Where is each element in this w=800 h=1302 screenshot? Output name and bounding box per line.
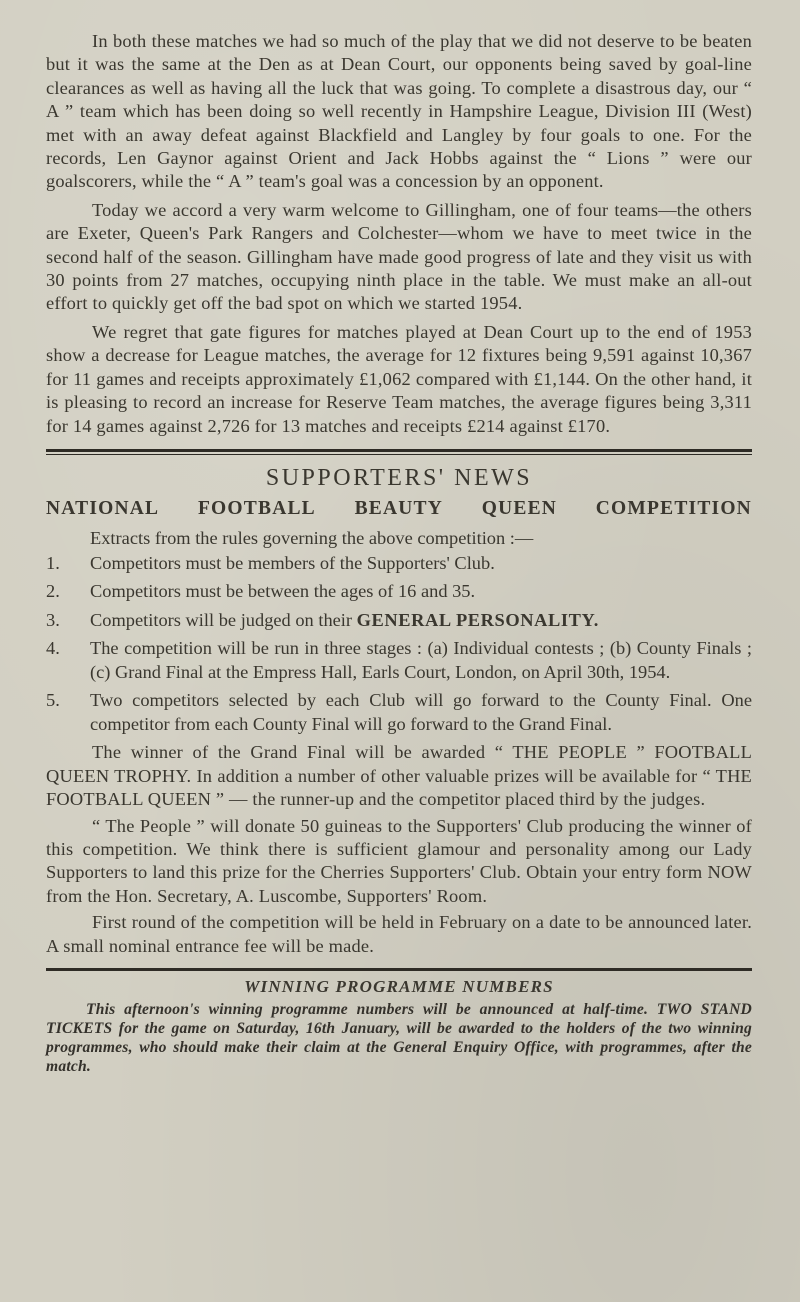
- winning-text: This afternoon's winning programme numbers will be announced at half-time. TWO STAND TICKETS for the game on Saturday, 16th January, will be awarded to the holders of the two winning programmes, who should make their claim at the General Enquiry Office, with programmes, after the match.: [46, 1001, 752, 1076]
- rule-item: [46, 637, 752, 684]
- paragraph-gillingham-welcome: Today we accord a very warm welcome to Gillingham, one of four teams—the others are Exeter, Queen's Park Rangers and Colchester—whom we have to meet twice in the second half of the season. Gillingham have made good progress of late and they visit us with 30 points from 27 matches, occupying ninth place in the table. We must make an all-out effort to quickly get off the bad spot on which we started 1954.: [46, 199, 752, 314]
- section-divider: [46, 968, 752, 971]
- rules-intro: Extracts from the rules governing the above competition :—: [90, 527, 534, 548]
- rules-list: [46, 552, 752, 737]
- rule-text: Competitors must be between the ages of 16 and 35.: [90, 581, 476, 602]
- rule-number: 3.: [46, 609, 60, 630]
- paragraph-donation: “ The People ” will donate 50 guineas to the Supporters' Club producing the winner of this competition. We think there is sufficient glamour and personality among our Lady Supporters to land this prize for the Cherries Supporters' Club. Obtain your entry form NOW from the Hon. Secretary, A. Luscombe, Supporters' Room.: [46, 815, 752, 906]
- rule-text: Competitors will be judged on their: [90, 609, 353, 630]
- winning-title: WINNING PROGRAMME NUMBERS: [244, 977, 554, 997]
- club-notes: [46, 30, 752, 438]
- competition-title-word: FOOTBALL: [197, 497, 316, 519]
- rule-item: [46, 609, 752, 633]
- paragraph-gate-figures: We regret that gate figures for matches played at Dean Court up to the end of 1953 show a decrease for League matches, the average for 12 fixtures being 9,591 against 10,367 for 11 games and receipts approximately £1,062 compared with £1,144. On the other hand, it is pleasing to record an increase for Reserve Team matches, the average figures being 3,311 for 14 games against 2,726 for 13 matches and receipts £214 against £170.: [46, 321, 752, 436]
- paragraph-trophy: The winner of the Grand Final will be awarded “ THE PEOPLE ” FOOTBALL QUEEN TROPHY. In addition a number of other valuable prizes will be available for “ THE FOOTBALL QUEEN ” — the runner-up and the competitor placed third by the judges.: [46, 742, 752, 810]
- section-title: SUPPORTERS' NEWS: [265, 464, 533, 491]
- rule-emphasis: GENERAL PERSONALITY.: [356, 609, 599, 630]
- paragraph-first-round: First round of the competition will be held in February on a date to be announced later. A small nominal entrance fee will be made.: [46, 912, 752, 956]
- competition-title-word: COMPETITION: [595, 497, 752, 519]
- competition-title-word: QUEEN: [481, 497, 558, 519]
- supporters-news-section: [46, 463, 752, 958]
- competition-title-word: BEAUTY: [354, 497, 444, 519]
- rule-item: [46, 552, 752, 576]
- winning-numbers-section: [46, 976, 752, 1076]
- rule-number: 2.: [46, 581, 60, 602]
- competition-title: [46, 495, 752, 523]
- rule-text: Competitors must be members of the Supporters' Club.: [90, 552, 495, 573]
- rule-text-wrap: [90, 609, 752, 633]
- section-divider: [46, 449, 752, 455]
- rule-number: 5.: [46, 690, 60, 711]
- rule-number: 4.: [46, 638, 60, 659]
- rule-text: The competition will be run in three stages : (a) Individual contests ; (b) County Finals ; (c) Grand Final at the Empress Hall, Earls Court, London, on April 30th, 1954.: [90, 638, 752, 682]
- paragraph-match-report: In both these matches we had so much of the play that we did not deserve to be beaten but it was the same at the Den as at Dean Court, our opponents being saved by goal-line clearances as well as having all the luck that was going. To complete a disastrous day, our “ A ” team which has been doing so well recently in Hampshire League, Division III (West) met with an away defeat against Blackfield and Langley by four goals to one. For the records, Len Gaynor against Orient and Jack Hobbs against the “ Lions ” were our goalscorers, while the “ A ” team's goal was a concession by an opponent.: [46, 31, 752, 192]
- competition-title-word: NATIONAL: [46, 497, 160, 519]
- rule-text: Two competitors selected by each Club will go forward to the County Final. One competitor from each County Final will go forward to the Grand Final.: [90, 690, 752, 734]
- rule-number: 1.: [46, 552, 60, 573]
- rule-item: [46, 580, 752, 604]
- rule-item: [46, 689, 752, 736]
